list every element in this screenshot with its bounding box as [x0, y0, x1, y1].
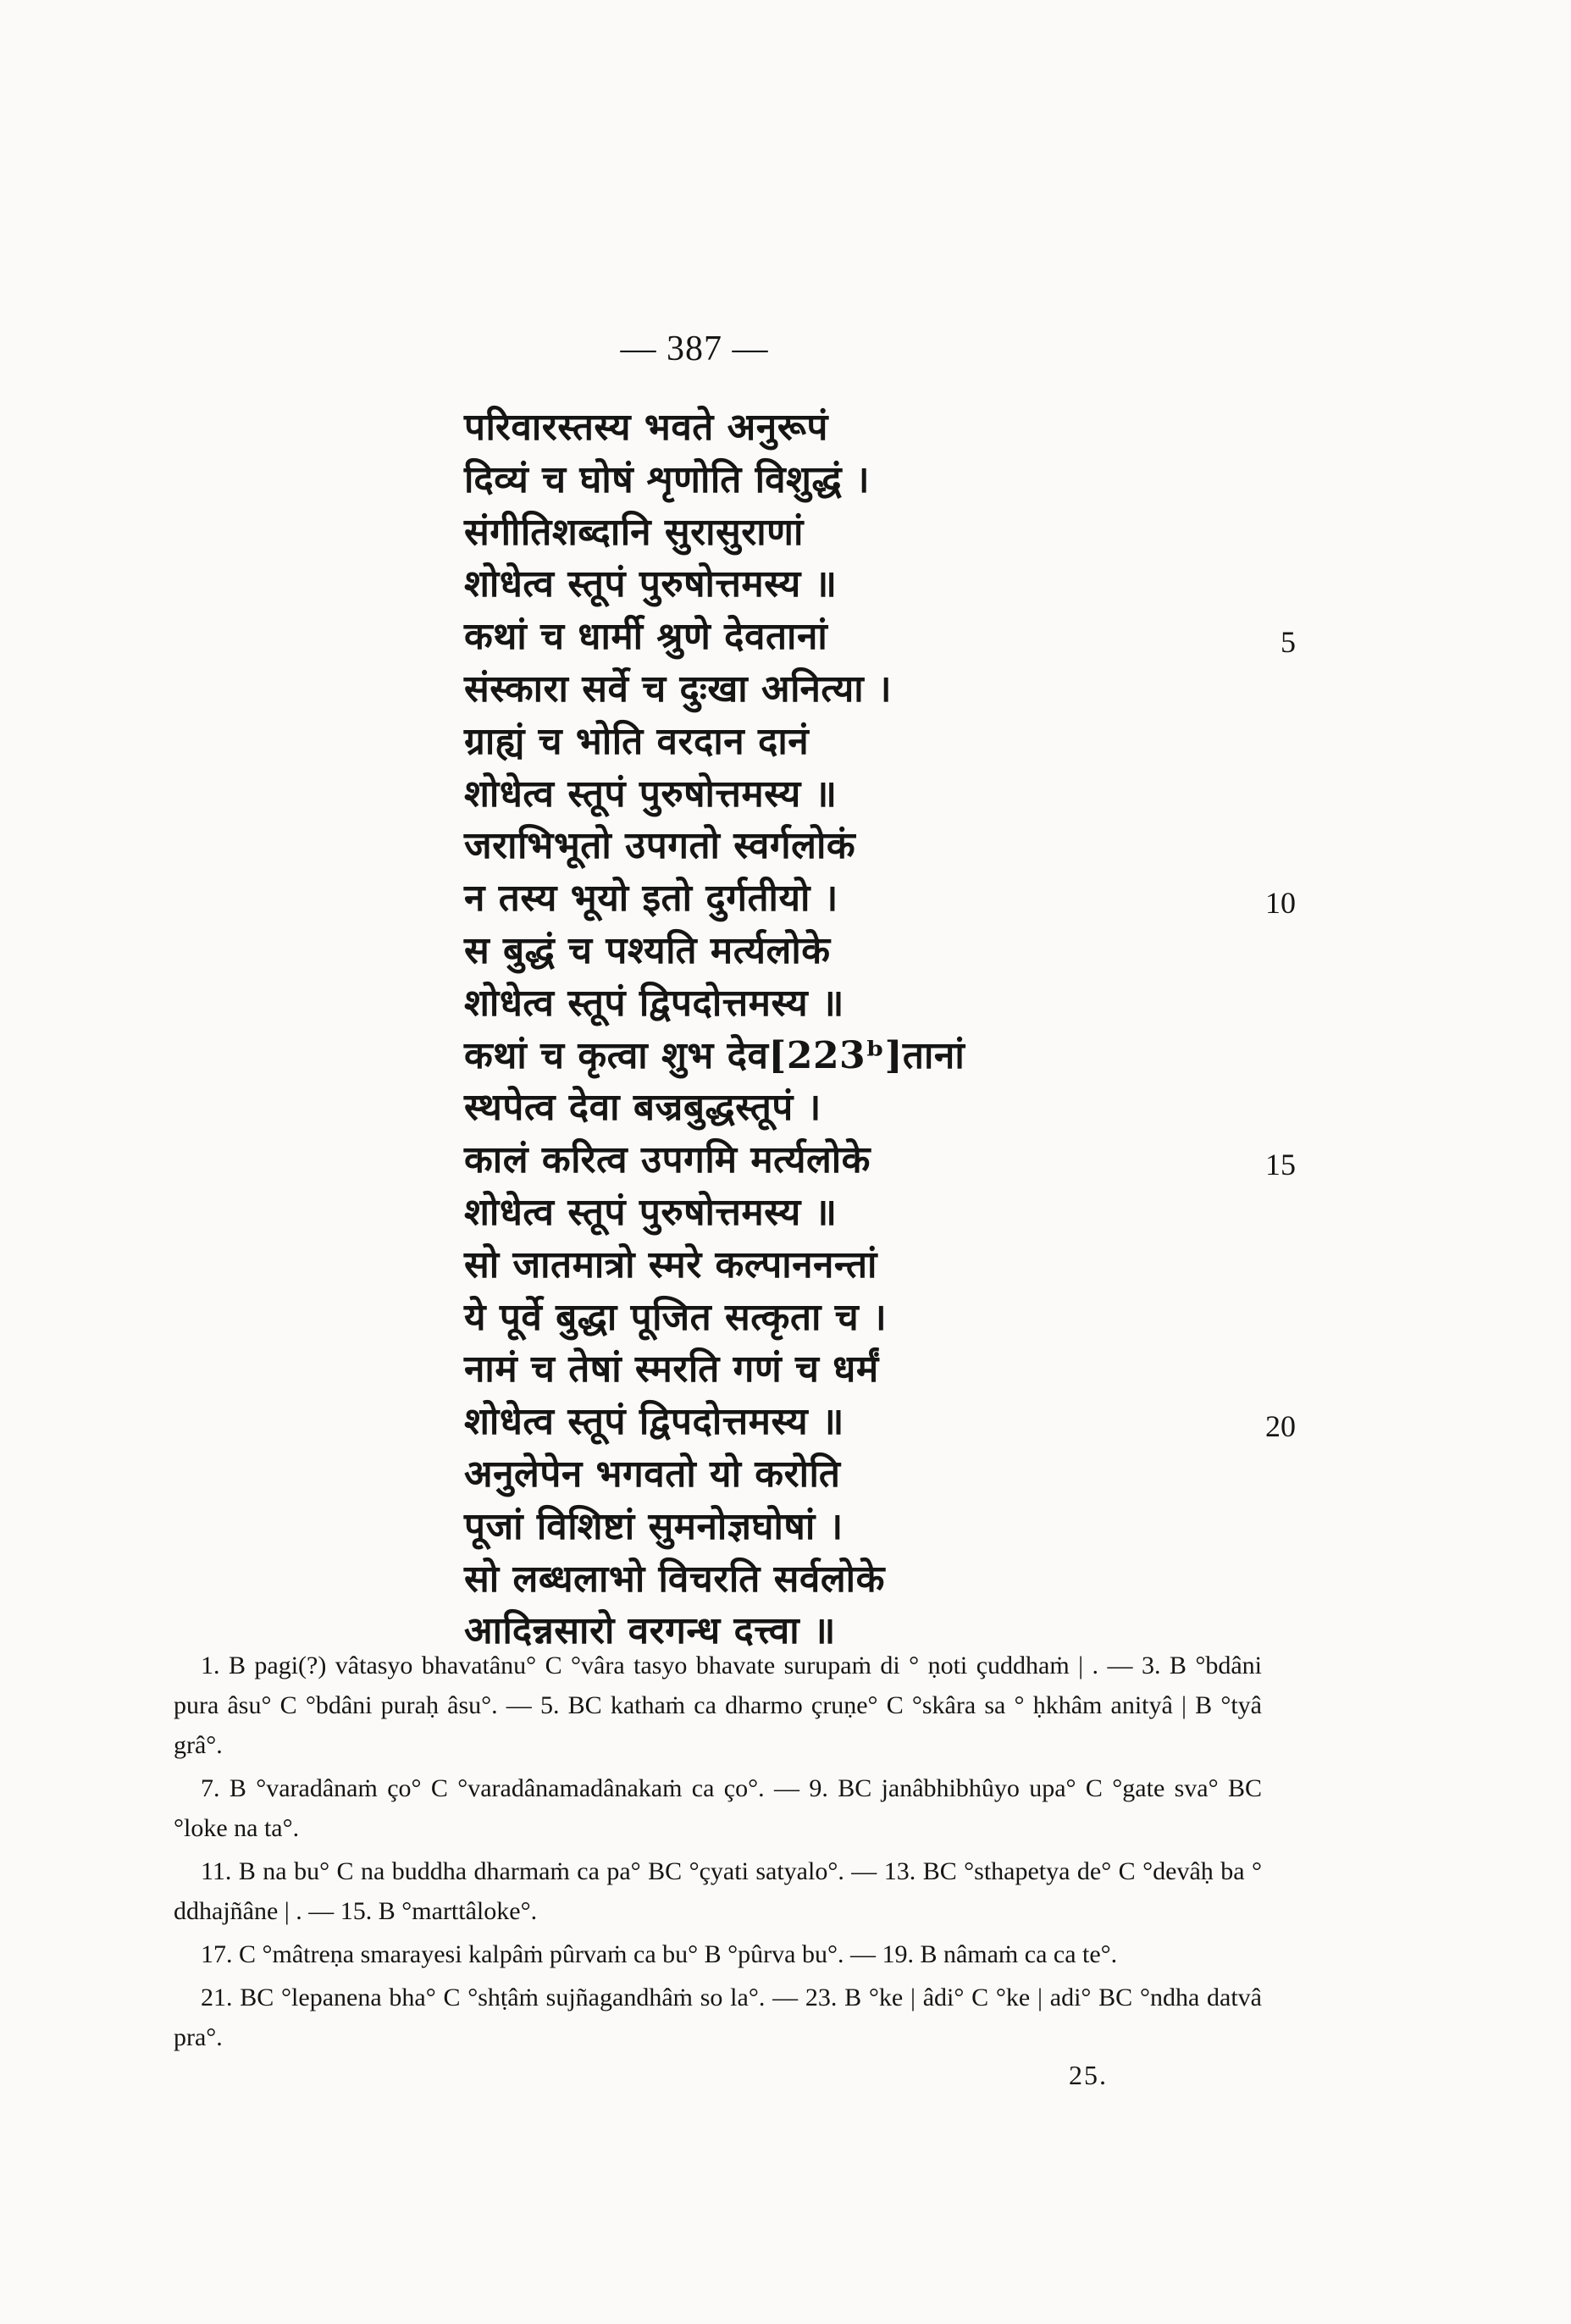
footnote: 21. BC °lepanena bha° C °shṭâṁ sujñagandhâṁ so la°. — 23. B °ke | âdi° C °ke | adi° BC °ndha datvâ pra°. [174, 1984, 1262, 2051]
verse-line: स्थपेत्व देवा बज्रबुद्धस्तूपं । [464, 1086, 821, 1130]
verse-line: सो जातमात्रो स्मरे कल्पाननन्तां [464, 1242, 877, 1286]
verse-line: अनुलेपेन भगवतो यो करोति [464, 1452, 841, 1496]
verse-line: नामं च तेषां स्मरति गणं च धर्मं [464, 1347, 879, 1392]
verse-line: कथां च धार्मी श्रुणे देवतानां [464, 615, 828, 659]
verse-line: न तस्य भूयो इतो दुर्गतीयो । [464, 877, 838, 921]
verse-line: ग्राह्यं च भोति वरदान दानं [464, 719, 810, 763]
verse-line: कालं करित्व उपगमि मर्त्यलोके [464, 1138, 871, 1182]
line-number: 20 [1265, 1409, 1296, 1443]
verse-line: संगीतिशब्दानि सुरासुराणां [464, 510, 804, 554]
signature-mark: 25. [1069, 2060, 1108, 2090]
line-number: 5 [1281, 625, 1296, 659]
verse-line: स बुद्धं च पश्यति मर्त्यलोके [464, 928, 831, 972]
footnotes [174, 1646, 1262, 2061]
footnote: 11. B na bu° C na buddha dharmaṁ ca pa° BC °çyati satyalo°. — 13. BC °sthapetya de° C °devâḥ ba ° ddhajñâne | . — 15. B °marttâloke°. [174, 1857, 1262, 1925]
line-number: 10 [1265, 886, 1296, 920]
verse-line: संस्कारा सर्वे च दुःखा अनित्या । [464, 667, 893, 711]
verse-block [464, 401, 1311, 1657]
footnote: 1. B pagi(?) vâtasyo bhavatânu° C °vâra tasyo bhavate surupaṁ di ° ṇoti çuddhaṁ | . — 3. B °bdâni pura âsu° C °bdâni puraḥ âsu°. — 5. BC kathaṁ ca dharmo çruṇe° C °skâra sa ° ḥkhâm anityâ | B °tyâ grâ°. [174, 1652, 1262, 1759]
verse-line: परिवारस्तस्य भवते अनुरूपं [464, 406, 828, 449]
verse-line: आदिन्नसारो वरगन्ध दत्त्वा ॥ [464, 1609, 836, 1653]
footnote: 17. C °mâtreṇa smarayesi kalpâṁ pûrvaṁ ca bu° B °pûrva bu°. — 19. B nâmaṁ ca ca te°. [201, 1940, 1118, 1968]
page-number: — 387 — [620, 329, 769, 368]
verse-line: शोधेत्व स्तूपं पुरुषोत्तमस्य ॥ [464, 562, 838, 606]
footnote: 7. B °varadânaṁ ço° C °varadânamadânakaṁ ca ço°. — 9. BC janâbhibhûyo upa° C °gate sva° BC °loke na ta°. [174, 1774, 1262, 1842]
verse-line: शोधेत्व स्तूपं द्विपदोत्तमस्य ॥ [464, 1400, 844, 1444]
verse-line: सो लब्धलाभो विचरति सर्वलोके [464, 1557, 885, 1601]
verse-line: शोधेत्व स्तूपं पुरुषोत्तमस्य ॥ [464, 1190, 838, 1234]
verse-line: पूजां विशिष्टां सुमनोज्ञघोषां । [464, 1504, 844, 1548]
line-number: 15 [1265, 1148, 1296, 1181]
verse-line: ये पूर्वे बुद्धा पूजित सत्कृता च । [464, 1295, 888, 1339]
verse-line: दिव्यं च घोषं शृणोति विशुद्धं । [464, 457, 871, 501]
verse-line: जराभिभूतो उपगतो स्वर्गलोकं [464, 824, 856, 868]
verse-line: शोधेत्व स्तूपं पुरुषोत्तमस्य ॥ [464, 772, 838, 816]
verse-line: शोधेत्व स्तूपं द्विपदोत्तमस्य ॥ [464, 981, 844, 1025]
verse-line: कथां च कृत्वा शुभ देव[223ᵇ]तानां [464, 1033, 965, 1077]
